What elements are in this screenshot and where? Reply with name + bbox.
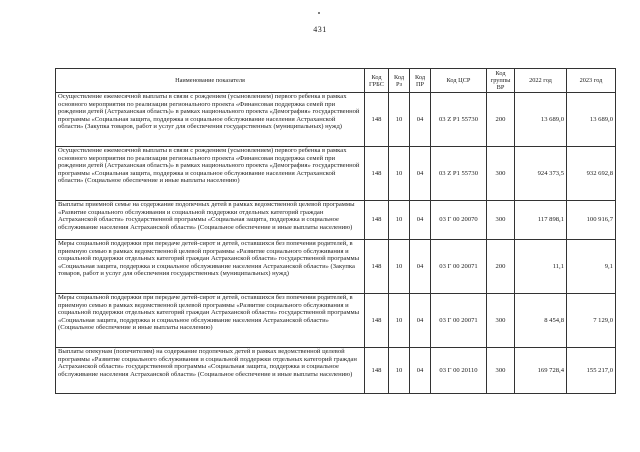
row-name: Выплаты опекунам (попечителям) на содержание подопечных детей в рамках ведомственной целевой программы «Развитие социального обслуживания и социальной поддержки отдельных категорий граждан Астраханской области» государственной программы «Социальная защита, поддержка и социальное обслуживание населения Астраханской области» (Социальное обеспечение и иные выплаты населению) — [56, 348, 365, 394]
row-2023: 155 217,0 — [567, 348, 616, 394]
table-header-row — [56, 69, 616, 93]
table-row — [56, 201, 616, 240]
row-rz: 10 — [389, 201, 410, 240]
row-rz: 10 — [389, 348, 410, 394]
row-2022: 8 454,8 — [515, 294, 567, 348]
row-csr: 03 Z P1 55730 — [431, 147, 487, 201]
row-vr: 200 — [487, 93, 515, 147]
row-2022: 11,1 — [515, 240, 567, 294]
budget-table — [55, 68, 616, 394]
table-row — [56, 240, 616, 294]
row-pr: 04 — [410, 240, 431, 294]
header-csr: Код ЦСР — [431, 69, 487, 93]
row-pr: 04 — [410, 147, 431, 201]
row-2022: 117 898,1 — [515, 201, 567, 240]
row-grbs: 148 — [365, 348, 389, 394]
row-grbs: 148 — [365, 201, 389, 240]
table-row — [56, 294, 616, 348]
row-grbs: 148 — [365, 147, 389, 201]
row-name: Осуществление ежемесячной выплаты в связи с рождением (усыновлением) первого ребенка в рамках основного мероприятия по реализации регионального проекта «Финансовая поддержка семей при рождении детей (Астраханская область)» в рамках национального проекта «Демография» государственной программы «Социальная защита, поддержка и социальное обслуживание населения Астраханской области» (Закупка товаров, работ и услуг для обеспечения государственных (муниципальных) нужд) — [56, 93, 365, 147]
row-2022: 169 728,4 — [515, 348, 567, 394]
header-pr: Код ПР — [410, 69, 431, 93]
row-2022: 924 373,5 — [515, 147, 567, 201]
row-vr: 300 — [487, 147, 515, 201]
row-name: Осуществление ежемесячной выплаты в связи с рождением (усыновлением) первого ребенка в рамках основного мероприятия по реализации регионального проекта «Финансовая поддержка семей при рождении детей (Астраханская область)» в рамках национального проекта «Демография» государственной программы «Социальная защита, поддержка и социальное обслуживание населения Астраханской области» (Социальное обеспечение и иные выплаты населению) — [56, 147, 365, 201]
scan-speck — [318, 12, 320, 14]
row-2023: 9,1 — [567, 240, 616, 294]
table-row — [56, 147, 616, 201]
row-vr: 300 — [487, 201, 515, 240]
row-rz: 10 — [389, 240, 410, 294]
row-pr: 04 — [410, 93, 431, 147]
row-2023: 932 692,8 — [567, 147, 616, 201]
row-csr: 03 Г 00 20070 — [431, 201, 487, 240]
row-csr: 03 Z P1 55730 — [431, 93, 487, 147]
row-vr: 300 — [487, 294, 515, 348]
row-csr: 03 Г 00 20071 — [431, 294, 487, 348]
row-pr: 04 — [410, 348, 431, 394]
row-pr: 04 — [410, 294, 431, 348]
row-2023: 13 689,0 — [567, 93, 616, 147]
table-row — [56, 348, 616, 394]
page-number: 431 — [313, 25, 327, 34]
row-name: Выплаты приемной семье на содержание подопечных детей в рамках ведомственной целевой программы «Развитие социального обслуживания и социальной поддержки отдельных категорий граждан Астраханской области» государственной программы «Социальная защита, поддержка и социальное обслуживание населения Астраханской области» (Социальное обеспечение и иные выплаты населению) — [56, 201, 365, 240]
header-2023: 2023 год — [567, 69, 616, 93]
header-name: Наименование показателя — [56, 69, 365, 93]
row-rz: 10 — [389, 93, 410, 147]
row-grbs: 148 — [365, 240, 389, 294]
header-2022: 2022 год — [515, 69, 567, 93]
row-rz: 10 — [389, 147, 410, 201]
header-vr: Код группы ВР — [487, 69, 515, 93]
row-2023: 7 129,0 — [567, 294, 616, 348]
row-rz: 10 — [389, 294, 410, 348]
table-row — [56, 93, 616, 147]
row-vr: 300 — [487, 348, 515, 394]
row-grbs: 148 — [365, 93, 389, 147]
header-rz: Код Рз — [389, 69, 410, 93]
row-pr: 04 — [410, 201, 431, 240]
row-2023: 100 916,7 — [567, 201, 616, 240]
row-vr: 200 — [487, 240, 515, 294]
row-name: Меры социальной поддержки при передаче детей-сирот и детей, оставшихся без попечения родителей, в приемную семью в рамках ведомственной целевой программы «Развитие социального обслуживания и социальной поддержки отдельных категорий граждан Астраханской области» государственной программы «Социальная защита, поддержка и социальное обслуживание населения Астраханской области» (Социальное обеспечение и иные выплаты населению) — [56, 294, 365, 348]
row-name: Меры социальной поддержки при передаче детей-сирот и детей, оставшихся без попечения родителей, в приемную семью в рамках ведомственной целевой программы «Развитие социального обслуживания и социальной поддержки отдельных категорий граждан Астраханской области» государственной программы «Социальная защита, поддержка и социальное обслуживание населения Астраханской области» (Закупка товаров, работ и услуг для обеспечения государственных (муниципальных) нужд) — [56, 240, 365, 294]
row-grbs: 148 — [365, 294, 389, 348]
row-csr: 03 Г 00 20110 — [431, 348, 487, 394]
header-grbs: Код ГРБС — [365, 69, 389, 93]
row-2022: 13 689,0 — [515, 93, 567, 147]
row-csr: 03 Г 00 20071 — [431, 240, 487, 294]
